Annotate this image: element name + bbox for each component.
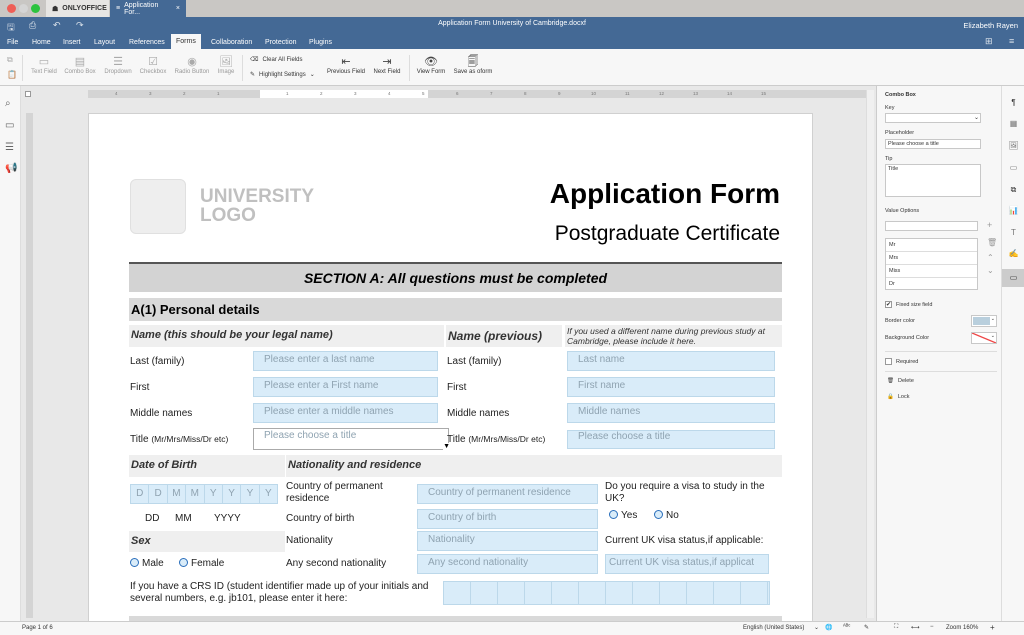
label: Clear All Fields xyxy=(262,56,303,63)
shape-settings-icon[interactable]: ⧉ xyxy=(1010,185,1017,194)
dropdown-icon: ☰ xyxy=(113,56,123,68)
document-page xyxy=(88,113,813,633)
checkbox-button[interactable] xyxy=(137,55,169,75)
second-nationality-field[interactable]: Any second nationality xyxy=(417,554,598,574)
dob-cell[interactable]: Y xyxy=(241,485,259,503)
minimize-window-button[interactable] xyxy=(19,4,28,13)
highlight-pen-icon: ✎ xyxy=(250,72,256,78)
form-title: Application Form xyxy=(549,178,780,209)
search-icon[interactable]: ⌕ xyxy=(5,98,11,109)
label: Image xyxy=(217,69,235,75)
title-combo-placeholder: Please choose a title xyxy=(264,430,357,441)
fit-width-icon[interactable]: ⟷ xyxy=(911,625,920,631)
visa-no-radio[interactable] xyxy=(654,510,679,521)
open-folder-icon[interactable]: ⊞ xyxy=(985,36,993,46)
ruler-tick: 1 xyxy=(217,91,220,96)
option-item[interactable]: Dr xyxy=(889,281,895,287)
ruler-tick: 3 xyxy=(354,91,357,96)
next-field-button[interactable] xyxy=(370,55,404,75)
radio-label: Male xyxy=(142,558,164,569)
dob-cell[interactable]: D xyxy=(131,485,149,503)
birth-country-field[interactable]: Country of birth xyxy=(417,509,598,529)
image-icon: 🖼 xyxy=(219,56,233,68)
checkbox-icon xyxy=(885,358,892,365)
prev-title-field[interactable]: Please choose a title xyxy=(567,430,775,449)
border-color-label: Border color xyxy=(885,318,915,324)
fixed-size-checkbox[interactable] xyxy=(885,301,932,308)
dob-cell[interactable]: D xyxy=(149,485,167,503)
middle-names-label: Middle names xyxy=(130,408,193,419)
first-name-field[interactable]: Please enter a First name xyxy=(253,377,438,397)
menu-icon[interactable]: ≡ xyxy=(1009,36,1015,46)
sex-header: Sex xyxy=(129,531,285,552)
tab-onlyoffice[interactable] xyxy=(46,0,109,17)
female-radio[interactable] xyxy=(179,558,224,569)
lock-button[interactable] xyxy=(887,394,909,400)
label: Save as oform xyxy=(453,69,493,75)
ruler-tick: 4 xyxy=(388,91,391,96)
label: Highlight Settings xyxy=(259,71,306,78)
dob-format-dd: DD xyxy=(145,513,160,524)
app-header xyxy=(0,17,1024,49)
prev-last-name-label: Last (family) xyxy=(447,356,502,367)
title-label-hint: (Mr/Mrs/Miss/Dr etc) xyxy=(151,434,229,444)
label: Dropdown xyxy=(104,69,132,75)
label: Previous Field xyxy=(326,69,365,75)
option-item[interactable]: Mr xyxy=(886,239,977,252)
close-tab-icon[interactable]: × xyxy=(175,5,180,12)
background-color-label: Background Color xyxy=(885,335,930,341)
radio-icon xyxy=(609,510,618,519)
onlyoffice-logo-icon: ☗ xyxy=(52,5,59,13)
dob-cell[interactable]: M xyxy=(186,485,204,503)
zoom-out-icon[interactable]: − xyxy=(930,624,934,630)
eraser-icon: ⌫ xyxy=(250,57,259,63)
ruler-tick: 2 xyxy=(183,91,186,96)
ruler-tick: 14 xyxy=(727,91,733,96)
zoom-in-icon[interactable]: + xyxy=(990,623,995,632)
ruler-tick: 5 xyxy=(422,91,425,96)
tab-label: ONLYOFFICE xyxy=(62,5,107,12)
label: Delete xyxy=(897,378,914,384)
last-name-field[interactable]: Please enter a last name xyxy=(253,351,438,371)
prev-middle-names-label: Middle names xyxy=(447,408,510,419)
prev-last-name-field[interactable]: Last name xyxy=(567,351,775,371)
tip-label: Tip xyxy=(885,156,893,162)
chevron-down-icon[interactable]: ▼ xyxy=(443,443,450,450)
text-field-icon: ▭ xyxy=(38,56,50,68)
border-color-picker[interactable] xyxy=(971,315,997,327)
ruler-tick: 8 xyxy=(524,91,527,96)
menu-references[interactable]: References xyxy=(129,39,165,46)
radio-label: No xyxy=(666,510,679,521)
ruler-tick: 6 xyxy=(456,91,459,96)
combo-box-settings-panel xyxy=(876,86,1001,621)
menu-plugins[interactable]: Plugins xyxy=(309,39,332,46)
required-checkbox[interactable] xyxy=(885,358,918,365)
form-settings-icon[interactable]: ▭ xyxy=(1002,269,1024,287)
text-art-settings-icon[interactable]: T xyxy=(1011,228,1016,237)
middle-names-field[interactable]: Please enter a middle names xyxy=(253,403,438,423)
window-titlebar xyxy=(0,0,1024,17)
previous-field-button[interactable] xyxy=(324,55,368,75)
radio-icon xyxy=(654,510,663,519)
zoom-level: Zoom 160% xyxy=(946,625,979,631)
chevron-down-icon: ⌄ xyxy=(990,316,995,322)
language-select[interactable]: English (United States) xyxy=(743,625,805,631)
tip-textarea[interactable]: Title xyxy=(885,164,981,197)
save-as-oform-button[interactable] xyxy=(451,55,495,75)
page-counter[interactable]: Page 1 of 6 xyxy=(22,625,53,631)
save-icon[interactable]: 🖫 xyxy=(7,22,15,32)
track-changes-icon[interactable]: ✎ xyxy=(864,625,870,631)
checkbox-icon: ☑ xyxy=(148,56,158,68)
dob-format-yyyy: YYYY xyxy=(214,513,241,524)
key-label: Key xyxy=(885,105,895,111)
dob-cell[interactable]: Y xyxy=(264,488,272,499)
option-item[interactable]: Mrs xyxy=(886,252,977,265)
previous-name-header: Name (previous) xyxy=(446,325,562,347)
ruler-tick: 12 xyxy=(659,91,665,96)
move-up-icon[interactable]: ⌃ xyxy=(987,253,994,262)
menu-file[interactable]: File xyxy=(7,39,19,46)
redo-icon[interactable]: ↷ xyxy=(76,20,84,30)
ruler-tick: 7 xyxy=(490,91,493,96)
maximize-window-button[interactable] xyxy=(31,4,40,13)
prev-first-name-field[interactable]: First name xyxy=(567,377,775,397)
paragraph-settings-icon[interactable]: ¶ xyxy=(1011,98,1016,107)
dob-header: Date of Birth xyxy=(129,455,285,477)
logo-placeholder xyxy=(130,179,186,234)
checkbox-checked-icon: ✔ xyxy=(886,302,892,308)
ruler-tick: 4 xyxy=(115,91,118,96)
label: Next Field xyxy=(373,69,401,75)
title-combo-box[interactable] xyxy=(253,428,449,450)
logo-line: UNIVERSITY xyxy=(200,186,315,207)
document-title: Application Form University of Cambridge.docxf xyxy=(438,20,586,27)
nationality-header: Nationality and residence xyxy=(286,455,782,477)
tab-document[interactable] xyxy=(110,0,186,17)
title-label-text: Title xyxy=(447,434,466,445)
visa-status-label: Current UK visa status,if applicable: xyxy=(605,535,764,546)
male-radio[interactable] xyxy=(130,558,164,569)
user-name[interactable]: Elizabeth Rayen xyxy=(963,21,1018,30)
label: Text Field xyxy=(31,69,57,75)
radio-label: Yes xyxy=(621,510,638,521)
value-options-label: Value Options xyxy=(885,208,920,214)
previous-field-icon: ⇤ xyxy=(341,56,351,68)
chevron-down-icon[interactable]: ⌄ xyxy=(974,115,980,121)
legal-name-header: Name (this should be your legal name) xyxy=(129,325,444,347)
section-a-header: SECTION A: All questions must be completed xyxy=(129,262,782,292)
image-button[interactable] xyxy=(214,55,238,75)
nationality-label: Nationality xyxy=(286,535,333,546)
ruler-tick: 3 xyxy=(149,91,152,96)
vertical-scrollbar[interactable] xyxy=(866,90,874,618)
university-logo-text xyxy=(200,187,314,225)
chevron-down-icon: ⌄ xyxy=(990,333,995,339)
chart-settings-icon[interactable]: 📊 xyxy=(1008,206,1019,215)
next-field-icon: ⇥ xyxy=(382,56,392,68)
radio-icon: ◉ xyxy=(187,56,197,68)
radio-icon xyxy=(179,558,188,567)
last-name-label: Last (family) xyxy=(130,356,185,367)
crs-id-label: If you have a CRS ID (student identifier made up of your initials and several numbers, e.g. jb101, please enter it here: xyxy=(130,581,429,604)
first-name-label: First xyxy=(130,382,150,393)
highlight-settings-button[interactable] xyxy=(250,71,315,78)
copy-icon[interactable]: ⧉ xyxy=(7,55,13,64)
radio-button-button[interactable] xyxy=(172,55,212,75)
dob-field[interactable] xyxy=(130,484,278,504)
second-nationality-label: Any second nationality xyxy=(286,558,387,569)
eye-icon: 👁 xyxy=(424,56,438,68)
print-icon[interactable]: ⎙ xyxy=(29,20,37,30)
move-down-icon[interactable]: ⌄ xyxy=(987,266,994,275)
tab-label: Application For... xyxy=(124,1,159,16)
ruler-tick: 15 xyxy=(761,91,767,96)
logo-line: LOGO xyxy=(200,205,256,226)
combo-box-button[interactable] xyxy=(62,55,98,75)
label: Combo Box xyxy=(64,69,96,75)
menu-home[interactable]: Home xyxy=(32,39,51,46)
header-footer-settings-icon[interactable]: ▭ xyxy=(1009,163,1018,172)
personal-details-header: A(1) Personal details xyxy=(129,298,782,321)
option-item[interactable]: Miss xyxy=(886,265,977,278)
visa-yes-radio[interactable] xyxy=(609,510,637,521)
menu-forms[interactable]: Forms xyxy=(171,34,201,49)
label: View Form xyxy=(416,69,446,75)
forms-toolbar xyxy=(0,49,1024,86)
lock-icon: 🔒 xyxy=(887,394,894,400)
ruler-tick: 1 xyxy=(286,91,289,96)
undo-icon[interactable]: ↶ xyxy=(53,20,61,30)
birth-country-label: Country of birth xyxy=(286,513,355,524)
menu-protection[interactable]: Protection xyxy=(265,39,297,46)
previous-name-note: If you used a different name during previous study at Cambridge, please include it here. xyxy=(565,325,782,347)
horizontal-ruler[interactable] xyxy=(88,90,873,98)
key-select[interactable] xyxy=(885,113,981,123)
label: Checkbox xyxy=(139,69,167,75)
chevron-down-icon: ⌄ xyxy=(309,72,315,78)
feedback-icon[interactable]: 📢 xyxy=(5,163,18,174)
tab-stop-selector[interactable] xyxy=(25,91,31,97)
prev-middle-names-field[interactable]: Middle names xyxy=(567,403,775,423)
spellcheck-icon[interactable]: ᴬᴮᶜ xyxy=(843,624,851,630)
signature-settings-icon[interactable]: ✍ xyxy=(1008,249,1019,258)
dob-cell[interactable]: Y xyxy=(205,485,223,503)
menu-collaboration[interactable]: Collaboration xyxy=(211,39,253,46)
dropdown-button[interactable] xyxy=(101,55,135,75)
radio-label: Female xyxy=(191,558,225,569)
value-options-list[interactable] xyxy=(885,238,978,290)
prev-title-label xyxy=(447,434,545,445)
trash-icon: 🗑 xyxy=(887,378,894,384)
crs-id-field[interactable] xyxy=(443,581,770,605)
value-option-input[interactable] xyxy=(885,221,978,231)
chevron-down-icon[interactable]: ⌄ xyxy=(814,625,820,631)
status-bar xyxy=(0,621,1024,635)
document-icon: ≡ xyxy=(116,5,121,12)
form-subtitle: Postgraduate Certificate xyxy=(554,222,780,245)
placeholder-label: Placeholder xyxy=(885,130,915,136)
title-label xyxy=(130,434,228,445)
add-option-icon[interactable]: + xyxy=(987,220,993,230)
visa-question: Do you require a visa to study in the UK? xyxy=(605,481,765,504)
dob-cell[interactable]: Y xyxy=(223,485,241,503)
image-settings-icon[interactable]: 🖼 xyxy=(1008,141,1019,150)
title-label-hint: (Mr/Mrs/Miss/Dr etc) xyxy=(468,434,546,444)
ruler-tick: 13 xyxy=(693,91,699,96)
dob-format-mm: MM xyxy=(175,513,192,524)
right-icon-bar xyxy=(1001,86,1024,621)
checkbox-label: Fixed size field xyxy=(896,301,933,308)
ruler-tick: 11 xyxy=(625,91,630,96)
menu-layout[interactable]: Layout xyxy=(94,39,116,46)
close-window-button[interactable] xyxy=(7,4,16,13)
left-sidebar xyxy=(0,86,21,621)
nationality-field[interactable]: Nationality xyxy=(417,531,598,551)
dob-cell[interactable]: M xyxy=(168,485,186,503)
title-label-text: Title xyxy=(130,434,149,445)
label: Radio Button xyxy=(174,69,210,75)
clear-all-fields-button[interactable] xyxy=(250,56,303,63)
menu-insert[interactable]: Insert xyxy=(63,39,81,46)
placeholder-input[interactable]: Please choose a title xyxy=(885,139,981,149)
panel-title: Combo Box xyxy=(885,92,916,98)
delete-option-icon[interactable]: 🗑 xyxy=(987,238,998,247)
paste-icon[interactable]: 📋 xyxy=(7,70,17,79)
combo-box-icon: ▤ xyxy=(74,56,86,68)
vertical-ruler[interactable] xyxy=(26,113,33,618)
fit-page-icon[interactable]: ⛶ xyxy=(894,624,899,630)
view-form-button[interactable] xyxy=(413,55,449,75)
save-oform-icon: 🗐 xyxy=(467,56,479,68)
color-swatch xyxy=(973,317,990,325)
checkbox-label: Required xyxy=(896,358,919,365)
ruler-tick: 9 xyxy=(558,91,561,96)
delete-button[interactable] xyxy=(887,378,914,384)
navigation-icon[interactable]: ☰ xyxy=(5,142,14,153)
table-settings-icon[interactable]: ▦ xyxy=(1009,119,1018,128)
visa-status-field[interactable]: Current UK visa status,if applicat xyxy=(605,554,769,574)
comments-icon[interactable]: ▭ xyxy=(5,120,15,131)
label: Lock xyxy=(897,394,910,400)
residence-label: Country of permanent residence xyxy=(286,481,383,504)
residence-field[interactable]: Country of permanent residence xyxy=(417,484,598,504)
radio-icon xyxy=(130,558,139,567)
background-color-picker[interactable] xyxy=(971,332,997,344)
doc-language-icon[interactable]: 🌐 xyxy=(825,625,833,631)
text-field-button[interactable] xyxy=(28,55,60,75)
prev-first-name-label: First xyxy=(447,382,467,393)
ruler-tick: 10 xyxy=(591,91,597,96)
ruler-tick: 2 xyxy=(320,91,323,96)
